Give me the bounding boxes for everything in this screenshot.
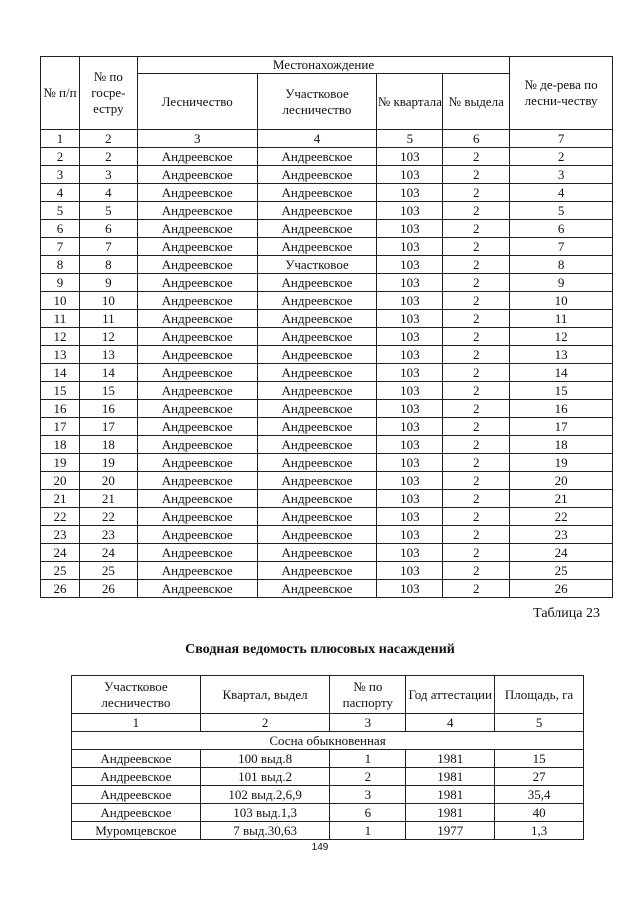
table-cell: 19	[510, 454, 613, 472]
table-cell: 14	[41, 364, 80, 382]
header-quarter: № квартала	[377, 74, 443, 130]
table-cell: 103	[377, 292, 443, 310]
table-cell: 1981	[406, 786, 495, 804]
table-cell: 103	[377, 454, 443, 472]
table-row	[41, 292, 613, 310]
table-cell: 16	[510, 400, 613, 418]
header-num: № п/п	[41, 57, 80, 130]
table-cell: 7	[41, 238, 80, 256]
table-cell: Андреевское	[72, 786, 201, 804]
header-district: Участковое лесничество	[257, 74, 377, 130]
table-cell: 17	[41, 418, 80, 436]
table-cell: 25	[41, 562, 80, 580]
table-cell: 22	[79, 508, 137, 526]
table-cell: 9	[510, 274, 613, 292]
table-cell: 103	[377, 526, 443, 544]
table-row	[41, 400, 613, 418]
table-cell: Андреевское	[257, 220, 377, 238]
table-row	[72, 822, 584, 840]
table-row	[41, 184, 613, 202]
table-cell: 15	[41, 382, 80, 400]
table-cell: Андреевское	[137, 544, 257, 562]
table-cell: 2	[443, 544, 510, 562]
table-cell: 103	[377, 580, 443, 598]
column-number: 1	[41, 130, 80, 148]
table-cell: 35,4	[495, 786, 584, 804]
table-cell: 1981	[406, 750, 495, 768]
table-cell: Муромцевское	[72, 822, 201, 840]
table-row	[41, 454, 613, 472]
table-cell: 17	[510, 418, 613, 436]
table-cell: Андреевское	[257, 418, 377, 436]
table-cell: 21	[79, 490, 137, 508]
species-label: Сосна обыкновенная	[72, 732, 584, 750]
table-cell: 23	[79, 526, 137, 544]
table-cell: 15	[495, 750, 584, 768]
table-cell: Андреевское	[137, 490, 257, 508]
table-cell: Андреевское	[257, 382, 377, 400]
table-cell: 18	[79, 436, 137, 454]
table-cell: 13	[79, 346, 137, 364]
table-row	[41, 472, 613, 490]
table-cell: 100 выд.8	[200, 750, 330, 768]
table-cell: 2	[443, 364, 510, 382]
table-cell: Андреевское	[137, 310, 257, 328]
table-cell: 103	[377, 184, 443, 202]
table-cell: 19	[79, 454, 137, 472]
header-tree: № де-рева по лесни-честву	[510, 57, 613, 130]
header-registry: № по госре-естру	[79, 57, 137, 130]
header-section: № выдела	[443, 74, 510, 130]
table-cell: 2	[443, 274, 510, 292]
table-cell: 6	[41, 220, 80, 238]
table-cell: 26	[79, 580, 137, 598]
table-cell: Андреевское	[257, 292, 377, 310]
table-cell: Андреевское	[137, 418, 257, 436]
table-cell: 2	[443, 148, 510, 166]
table-cell: Участковое	[257, 256, 377, 274]
table-cell: 8	[79, 256, 137, 274]
table-row	[41, 490, 613, 508]
table-cell: Андреевское	[137, 562, 257, 580]
table-cell: Андреевское	[137, 364, 257, 382]
table-cell: 2	[443, 490, 510, 508]
table-cell: Андреевское	[257, 238, 377, 256]
table-cell: 2	[443, 454, 510, 472]
column-number: 2	[200, 714, 330, 732]
table-cell: 2	[443, 436, 510, 454]
table-cell: Андреевское	[257, 526, 377, 544]
table-cell: 26	[41, 580, 80, 598]
table-cell: 15	[79, 382, 137, 400]
table-cell: Андреевское	[257, 436, 377, 454]
table-cell: Андреевское	[137, 526, 257, 544]
summary-table	[71, 675, 584, 840]
table-cell: 21	[41, 490, 80, 508]
table-cell: 40	[495, 804, 584, 822]
table-cell: 103	[377, 274, 443, 292]
table-cell: Андреевское	[257, 364, 377, 382]
table-cell: 11	[41, 310, 80, 328]
table-cell: 7	[79, 238, 137, 256]
table-cell: 13	[510, 346, 613, 364]
table-cell: Андреевское	[137, 580, 257, 598]
table-cell: Андреевское	[137, 472, 257, 490]
table-cell: 103	[377, 202, 443, 220]
table-row	[41, 526, 613, 544]
table-cell: Андреевское	[257, 580, 377, 598]
table-cell: 2	[443, 220, 510, 238]
table-cell: 22	[41, 508, 80, 526]
table-cell: 2	[443, 256, 510, 274]
table-cell: 2	[443, 292, 510, 310]
table-cell: 2	[443, 472, 510, 490]
table-cell: 103 выд.1,3	[200, 804, 330, 822]
table-row	[41, 328, 613, 346]
table-cell: 20	[41, 472, 80, 490]
table-cell: 23	[510, 526, 613, 544]
table-cell: 103	[377, 544, 443, 562]
table-cell: Андреевское	[72, 804, 201, 822]
column-number: 2	[79, 130, 137, 148]
table-cell: 103	[377, 166, 443, 184]
table-cell: 14	[79, 364, 137, 382]
table-cell: 2	[443, 562, 510, 580]
table-cell: 2	[510, 148, 613, 166]
table-row	[41, 274, 613, 292]
table-cell: Андреевское	[137, 202, 257, 220]
table-cell: 15	[510, 382, 613, 400]
header-passport: № по паспорту	[330, 676, 406, 714]
column-number: 4	[257, 130, 377, 148]
table-cell: Андреевское	[137, 400, 257, 418]
table-cell: Андреевское	[137, 382, 257, 400]
table-cell: 23	[41, 526, 80, 544]
table-cell: Андреевское	[137, 166, 257, 184]
table-cell: 103	[377, 418, 443, 436]
table-cell: 1	[330, 822, 406, 840]
table-cell: 2	[443, 526, 510, 544]
table-cell: 7	[510, 238, 613, 256]
table-cell: 24	[79, 544, 137, 562]
table-cell: 7 выд.30,63	[200, 822, 330, 840]
table-cell: 2	[443, 400, 510, 418]
table-cell: Андреевское	[72, 768, 201, 786]
table-row	[72, 768, 584, 786]
table-cell: 12	[79, 328, 137, 346]
table-cell: 25	[510, 562, 613, 580]
table-row	[41, 364, 613, 382]
table-cell: 18	[510, 436, 613, 454]
table-cell: 101 выд.2	[200, 768, 330, 786]
table-cell: 103	[377, 256, 443, 274]
table-cell: 2	[443, 166, 510, 184]
table-cell: 9	[79, 274, 137, 292]
table-cell: 3	[510, 166, 613, 184]
table-cell: 8	[41, 256, 80, 274]
column-number-row	[41, 130, 613, 148]
column-number: 5	[377, 130, 443, 148]
table-cell: 1981	[406, 768, 495, 786]
table-cell: 103	[377, 382, 443, 400]
table-cell: 24	[41, 544, 80, 562]
table-row	[41, 310, 613, 328]
table-cell: 6	[330, 804, 406, 822]
header-area: Площадь, га	[495, 676, 584, 714]
table-cell: 1977	[406, 822, 495, 840]
table-cell: 18	[41, 436, 80, 454]
column-number: 1	[72, 714, 201, 732]
table-row	[41, 382, 613, 400]
table-cell: 2	[443, 580, 510, 598]
table-cell: 5	[79, 202, 137, 220]
header-forestry: Лесничество	[137, 74, 257, 130]
header-location: Местонахождение	[137, 57, 509, 74]
table-row	[41, 238, 613, 256]
table-cell: Андреевское	[257, 400, 377, 418]
table-cell: Андреевское	[257, 202, 377, 220]
table-cell: 103	[377, 472, 443, 490]
table-cell: Андреевское	[257, 184, 377, 202]
table-cell: 103	[377, 400, 443, 418]
table-cell: 1	[330, 750, 406, 768]
table-cell: Андреевское	[137, 436, 257, 454]
table-cell: 21	[510, 490, 613, 508]
table-cell: 20	[510, 472, 613, 490]
table-cell: 103	[377, 508, 443, 526]
table-cell: 103	[377, 490, 443, 508]
column-number: 6	[443, 130, 510, 148]
table-cell: 2	[443, 346, 510, 364]
table-cell: 12	[41, 328, 80, 346]
table-row	[41, 166, 613, 184]
table-cell: Андреевское	[137, 238, 257, 256]
table-cell: Андреевское	[137, 148, 257, 166]
table-cell: Андреевское	[257, 544, 377, 562]
table-cell: 2	[443, 310, 510, 328]
table-caption: Таблица 23	[533, 606, 600, 621]
table-cell: Андреевское	[257, 274, 377, 292]
table-cell: 103	[377, 220, 443, 238]
table-cell: 103	[377, 364, 443, 382]
table-cell: 1,3	[495, 822, 584, 840]
table-cell: 20	[79, 472, 137, 490]
table-cell: 2	[443, 202, 510, 220]
column-number: 4	[406, 714, 495, 732]
table-cell: Андреевское	[257, 346, 377, 364]
table-cell: 26	[510, 580, 613, 598]
table-cell: Андреевское	[257, 310, 377, 328]
table-cell: Андреевское	[137, 328, 257, 346]
table-cell: Андреевское	[257, 508, 377, 526]
table-cell: Андреевское	[257, 148, 377, 166]
table-row	[41, 544, 613, 562]
table-cell: 2	[443, 184, 510, 202]
table-cell: 17	[79, 418, 137, 436]
table-row	[41, 580, 613, 598]
column-number-row	[72, 714, 584, 732]
table-cell: Андреевское	[137, 220, 257, 238]
table-cell: 3	[79, 166, 137, 184]
table-cell: 4	[41, 184, 80, 202]
table-cell: 102 выд.2,6,9	[200, 786, 330, 804]
table-cell: 5	[510, 202, 613, 220]
table-cell: Андреевское	[257, 454, 377, 472]
table-cell: Андреевское	[137, 256, 257, 274]
table-cell: 13	[41, 346, 80, 364]
table-cell: 11	[510, 310, 613, 328]
table-cell: 103	[377, 436, 443, 454]
table-cell: Андреевское	[257, 562, 377, 580]
table-cell: 103	[377, 346, 443, 364]
table-cell: Андреевское	[137, 292, 257, 310]
table-cell: 3	[330, 786, 406, 804]
table-cell: 103	[377, 148, 443, 166]
table-cell: 27	[495, 768, 584, 786]
table-cell: 10	[79, 292, 137, 310]
table-cell: 24	[510, 544, 613, 562]
table-row	[41, 418, 613, 436]
table-cell: Андреевское	[257, 328, 377, 346]
column-number: 3	[137, 130, 257, 148]
table-cell: 2	[443, 382, 510, 400]
table-cell: 2	[443, 238, 510, 256]
table-cell: 9	[41, 274, 80, 292]
table-cell: 16	[79, 400, 137, 418]
column-number: 7	[510, 130, 613, 148]
table-title: Сводная ведомость плюсовых насаждений	[185, 642, 455, 657]
table-cell: 2	[443, 508, 510, 526]
table-row	[41, 220, 613, 238]
table-cell: 14	[510, 364, 613, 382]
table-row	[41, 202, 613, 220]
table-row	[41, 508, 613, 526]
table-row	[41, 148, 613, 166]
table-cell: 5	[41, 202, 80, 220]
table-cell: 2	[443, 328, 510, 346]
table-cell: 4	[79, 184, 137, 202]
table-cell: 103	[377, 328, 443, 346]
table-cell: 3	[41, 166, 80, 184]
table-cell: 2	[79, 148, 137, 166]
table-cell: 1981	[406, 804, 495, 822]
table-cell: 103	[377, 238, 443, 256]
table-cell: Андреевское	[137, 346, 257, 364]
table-row	[41, 436, 613, 454]
table-cell: 2	[330, 768, 406, 786]
header-district: Участковое лесничество	[72, 676, 201, 714]
table-cell: 103	[377, 310, 443, 328]
table-cell: 12	[510, 328, 613, 346]
table-row	[41, 256, 613, 274]
table-cell: 25	[79, 562, 137, 580]
table-cell: 22	[510, 508, 613, 526]
column-number: 3	[330, 714, 406, 732]
table-cell: 19	[41, 454, 80, 472]
table-row	[72, 786, 584, 804]
header-quarter-section: Квартал, выдел	[200, 676, 330, 714]
table-row	[72, 750, 584, 768]
table-cell: 103	[377, 562, 443, 580]
table-cell: Андреевское	[257, 166, 377, 184]
table-cell: 8	[510, 256, 613, 274]
table-cell: Андреевское	[137, 184, 257, 202]
table-cell: Андреевское	[257, 472, 377, 490]
table-cell: 2	[41, 148, 80, 166]
table-row	[41, 562, 613, 580]
registry-table	[40, 56, 613, 598]
table-cell: Андреевское	[137, 274, 257, 292]
table-cell: Андреевское	[257, 490, 377, 508]
table-row	[41, 346, 613, 364]
table-row	[72, 804, 584, 822]
table-cell: 6	[510, 220, 613, 238]
table-cell: 11	[79, 310, 137, 328]
table-cell: 6	[79, 220, 137, 238]
table-cell: 16	[41, 400, 80, 418]
page-number: 149	[311, 842, 329, 853]
table-cell: 10	[41, 292, 80, 310]
table-cell: 2	[443, 418, 510, 436]
table-cell: Андреевское	[137, 454, 257, 472]
table-cell: Андреевское	[72, 750, 201, 768]
column-number: 5	[495, 714, 584, 732]
table-cell: 10	[510, 292, 613, 310]
header-year: Год аттестации	[406, 676, 495, 714]
table-cell: Андреевское	[137, 508, 257, 526]
table-cell: 4	[510, 184, 613, 202]
species-row	[72, 732, 584, 750]
